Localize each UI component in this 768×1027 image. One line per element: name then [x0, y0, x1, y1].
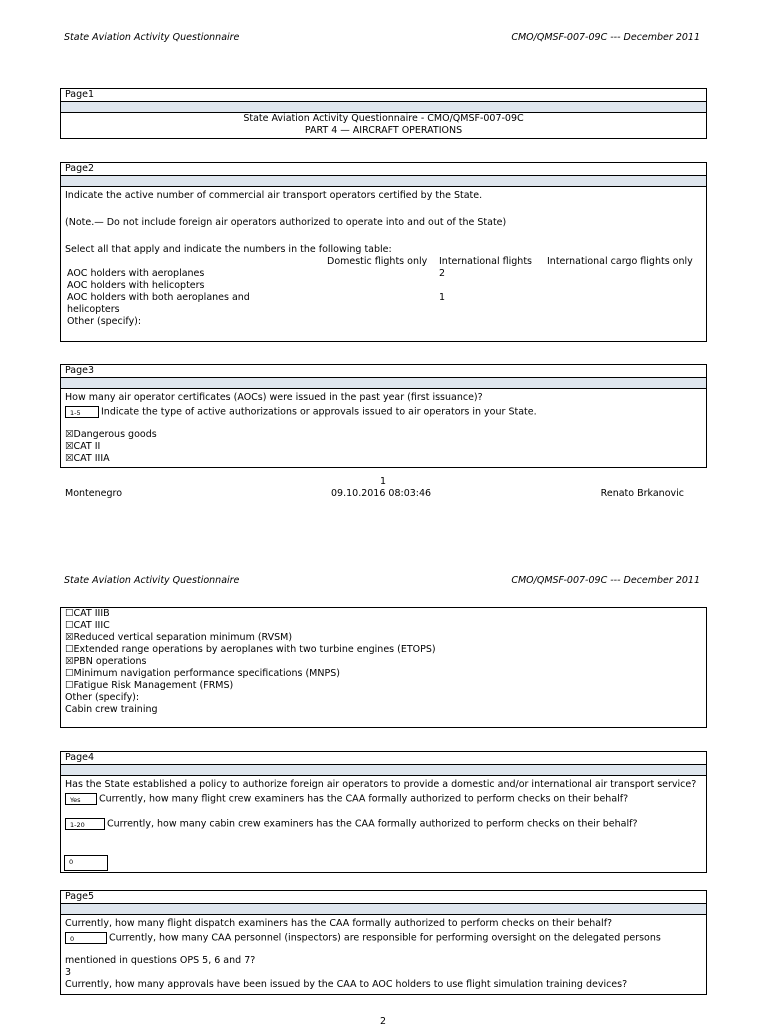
note-text: (Note.— Do not include foreign air operators authorized to operate into and out of the State)	[65, 217, 507, 228]
checkbox-item[interactable]: ☒Reduced vertical separation minimum (RVSM)	[65, 632, 293, 643]
part-title: PART 4 — AIRCRAFT OPERATIONS	[304, 125, 463, 136]
question-text: Indicate the active number of commercial air transport operators certified by the State.	[65, 190, 483, 201]
question-text: Currently, how many CAA personnel (inspectors) are responsible for performing oversight on the delegated persons	[109, 932, 661, 944]
doc-header-right: CMO/QMSF-007-09C --- December 2011	[511, 32, 700, 43]
question-text: Has the State established a policy to authorize foreign air operators to provide a domestic and/or international air transport service?	[65, 779, 697, 790]
answer-field[interactable]: Yes	[65, 793, 97, 805]
section-page4	[60, 751, 707, 873]
row-label: Other (specify):	[67, 316, 142, 327]
question-text: Currently, how many flight dispatch examiners has the CAA formally authorized to perform checks on their behalf?	[65, 918, 613, 929]
footer-country: Montenegro	[65, 488, 123, 499]
row-label: AOC holders with helicopters	[67, 280, 205, 291]
footer-timestamp: 09.10.2016 08:03:46	[331, 488, 432, 499]
answer-field[interactable]: 0	[64, 855, 108, 871]
section-page2	[60, 162, 707, 342]
doc-header-left: State Aviation Activity Questionnaire	[64, 575, 240, 586]
question-text: mentioned in questions OPS 5, 6 and 7?	[65, 954, 256, 966]
section-page1	[60, 88, 707, 139]
other-value: Cabin crew training	[65, 704, 158, 715]
column-header: International cargo flights only	[547, 256, 693, 267]
row-label: AOC holders with both aeroplanes and helicopters	[67, 292, 250, 315]
answer-value: 3	[65, 966, 72, 978]
section-title: Page4	[61, 752, 706, 765]
other-label: Other (specify):	[65, 692, 140, 703]
section-page5	[60, 890, 707, 995]
column-header: International flights	[439, 256, 533, 267]
section-page3	[60, 364, 707, 468]
checkbox-item[interactable]: ☐Extended range operations by aeroplanes with two turbine engines (ETOPS)	[65, 644, 436, 655]
section-page3-continued	[60, 607, 707, 728]
question-text: Indicate the type of active authorizations or approvals issued to air operators in your State.	[101, 406, 537, 418]
page-number: 1	[380, 476, 387, 487]
column-header: Domestic flights only	[327, 256, 428, 267]
checkbox-item[interactable]: ☐CAT IIIB	[65, 608, 110, 619]
question-text: Currently, how many approvals have been issued by the CAA to AOC holders to use flight simulation training devices?	[65, 978, 628, 990]
cell-value: 1	[439, 292, 446, 303]
checkbox-item[interactable]: ☒PBN operations	[65, 656, 147, 667]
section-title: Page2	[61, 163, 706, 176]
question-text: Currently, how many flight crew examiners has the CAA formally authorized to perform checks on their behalf?	[99, 793, 629, 805]
checkbox-item[interactable]: ☐CAT IIIC	[65, 620, 110, 631]
row-label: AOC holders with aeroplanes	[67, 268, 205, 279]
questionnaire-title: State Aviation Activity Questionnaire - CMO/QMSF-007-09C	[243, 113, 524, 124]
checkbox-item[interactable]: ☒Dangerous goods	[65, 428, 157, 440]
section-title: Page1	[61, 89, 706, 102]
question-text: Currently, how many cabin crew examiners has the CAA formally authorized to perform checks on their behalf?	[107, 818, 638, 829]
section-title: Page3	[61, 365, 706, 378]
checkbox-item[interactable]: ☐Fatigue Risk Management (FRMS)	[65, 680, 234, 691]
section-title: Page5	[61, 891, 706, 904]
page-number: 2	[380, 1016, 387, 1027]
answer-field[interactable]: 0	[65, 932, 107, 944]
checkbox-item[interactable]: ☒CAT IIIA	[65, 452, 110, 464]
answer-field[interactable]: 1-20	[65, 818, 105, 830]
cell-value: 2	[439, 268, 446, 279]
instruction-text: Select all that apply and indicate the numbers in the following table:	[65, 244, 392, 255]
doc-header-left: State Aviation Activity Questionnaire	[64, 32, 240, 43]
footer-author: Renato Brkanovic	[600, 488, 684, 499]
question-text: How many air operator certificates (AOCs) were issued in the past year (first issuance)?	[65, 392, 483, 403]
operators-table	[65, 256, 702, 328]
checkbox-item[interactable]: ☒CAT II	[65, 440, 101, 452]
doc-header-right: CMO/QMSF-007-09C --- December 2011	[511, 575, 700, 586]
answer-field[interactable]: 1-5	[65, 406, 99, 418]
checkbox-item[interactable]: ☐Minimum navigation performance specifications (MNPS)	[65, 668, 340, 679]
